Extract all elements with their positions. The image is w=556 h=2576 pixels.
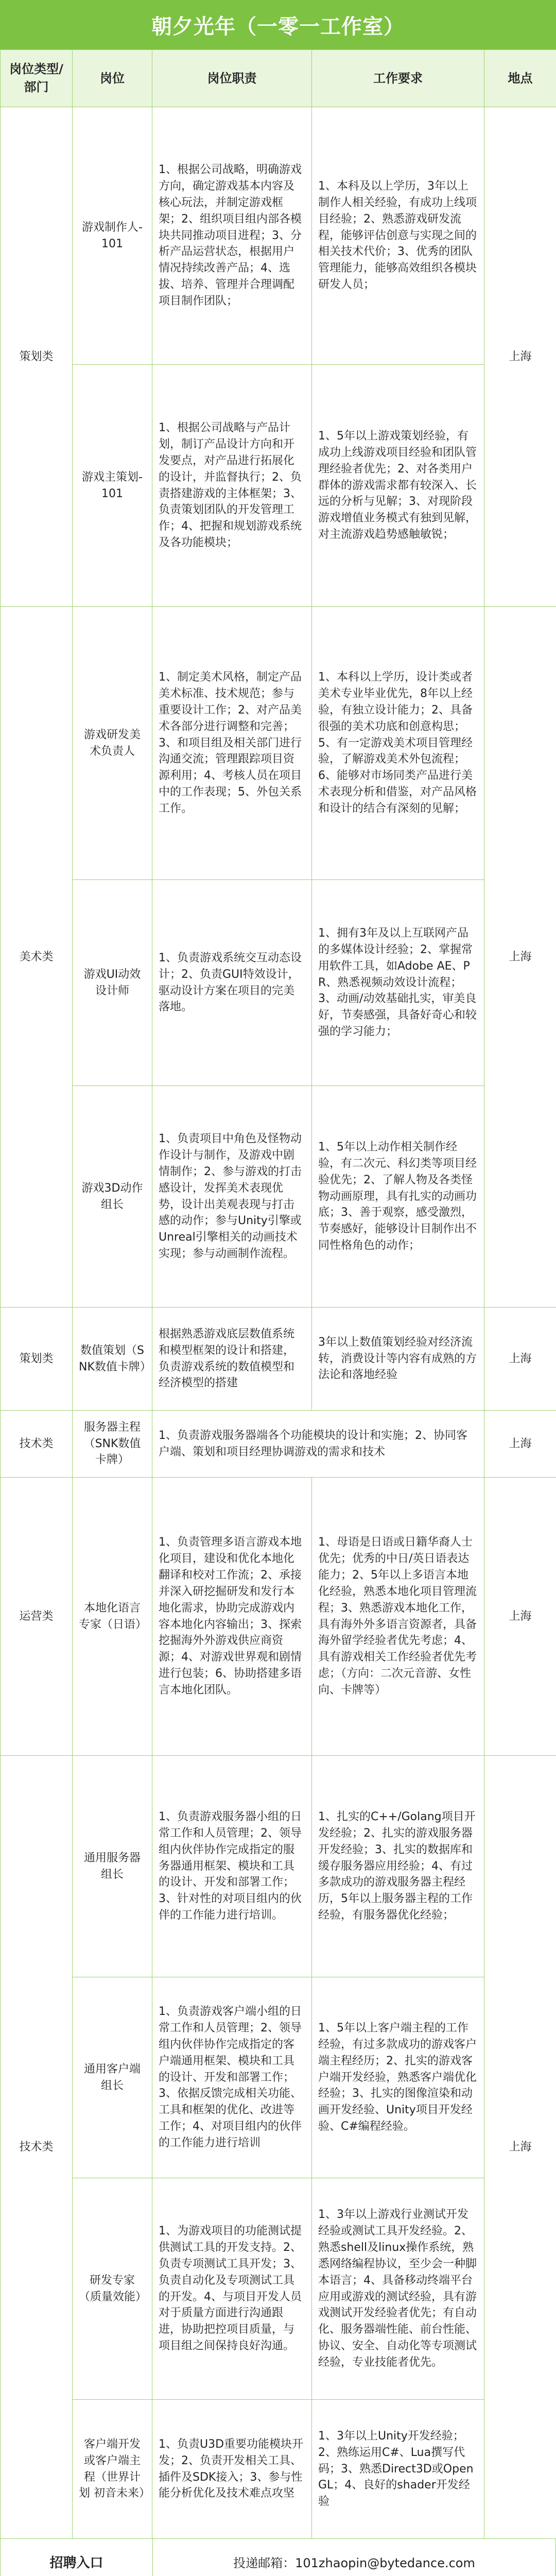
table-row [1,1977,556,2178]
requirements-cell: 1、母语是日语或日籍华裔人士优先；优秀的中日/英日语表达能力；2、5年以上多语言本地化经验，熟悉本地化项目管理流程；3、熟悉游戏本地化工作，具有海外外多语言资源者，具备海外留学经验者优先考虑；4、具有游戏相关工作经验者优先考虑；（方向：二次元音游、女性向、卡牌等） [312,1478,484,1756]
position-cell: 游戏UI动效设计师 [73,880,152,1086]
requirements-cell: 1、扎实的C++/Golang项目开发经验；2、扎实的游戏服务器开发经验；3、扎实的数据库和缓存服务器应用经验；4、有过多款成功的游戏服务器主程经历，5年以上服务器主程的工作经验，有服务器优化经验； [312,1756,484,1977]
position-cell: 研发专家（质量效能） [73,2178,152,2400]
position-cell: 服务器主程（SNK数值卡牌） [73,1411,152,1478]
duties-cell: 根据熟悉游戏底层数值系统和模型框架的设计和搭建，负责游戏系统的数值模型和经济模型的搭建 [152,1308,312,1411]
table-row [1,1478,556,1756]
requirements-cell: 1、5年以上游戏策划经验，有成功上线游戏项目经验和团队管理经验者优先；2、对各类用户群体的游戏需求都有较深入、长远的分析与见解；3、对现阶段游戏增值业务模式有独到见解，对主流游戏趋势感触敏锐； [312,365,484,607]
table-row [1,1308,556,1411]
table-row [1,2400,556,2539]
requirements-cell: 1、5年以上动作相关制作经验，有二次元、科幻类等项目经验优先；2、了解人物及各类怪物动画原理，具有扎实的动画功底；3、善于观察，感受激烈，节奏感好，能够设计目制作出不同性格角色的动作； [312,1086,484,1308]
position-cell: 通用服务器组长 [73,1756,152,1977]
requirements-cell: 1、本科以上学历，设计类或者美术专业毕业优先，8年以上经验，有独立设计能力；2、具备很强的美术功底和创意构思；5、有一定游戏美术项目管理经验，了解游戏美术外包流程；6、能够对市场同类产品进行美术表现分析和借鉴，对产品风格和设计的结合有深刻的见解； [312,607,484,880]
position-cell: 游戏主策划-101 [73,365,152,607]
recruitment-entry-label: 招聘入口 [1,2539,153,2576]
duties-cell: 1、根据公司战略与产品计划，制订产品设计方向和开发要点，对产品进行拓展化的设计，并监督执行；2、负责搭建游戏的主体框架；3、负责策划团队的开发管理工作；4、把握和规划游戏系统及各功能模块； [152,365,312,607]
category-cell: 技术类 [1,1756,73,2539]
category-cell: 策划类 [1,107,73,607]
table-row [1,1756,556,1977]
location-cell: 上海 [484,1308,556,1411]
requirements-cell: 1、3年以上游戏行业测试开发经验或测试工具开发经验。2、熟悉shell及linux操作系统，熟悉网络编程协议，至少会一种脚本语言；4、具备移动终端平台应用或游戏的测试经验，具有游戏测试开发经验者优先；有自动化、服务器端性能、前台性能、协议、安全、自动化等专项测试经验，专业技能者优先。 [312,2178,484,2400]
requirements-cell: 1、拥有3年及以上互联网产品的多媒体设计经验；2、掌握常用软件工具，如Adobe AE、PR、熟悉视频动效设计流程；3、动画/动效基础扎实，审美良好，节奏感强，具备好奇心和较强的学习能力； [312,880,484,1086]
requirements-cell: 1、本科及以上学历，3年以上制作人相关经验，有成功上线项目经验；2、熟悉游戏研发流程，能够评估创意与实现之间的相关技术代价；3、优秀的团队管理能力，能够高效组织各模块研发人员； [312,107,484,365]
duties-cell: 1、负责游戏客户端小组的日常工作和人员管理；2、领导组内伙伴协作完成指定的客户端通用框架、模块和工具的设计、开发和部署工作；3、依据反馈完成相关功能、工具和框架的优化、改进等工作；4、对项目组内的伙伴的工作能力进行培训 [152,1977,312,2178]
duties-cell: 1、负责游戏系统交互动态设计；2、负责GUI特效设计，驱动设计方案在项目的完美落地。 [152,880,312,1086]
location-cell: 上海 [484,107,556,607]
requirements-cell: 1、3年以上Unity开发经验；2、熟练运用C#、Lua撰写代码；3、熟悉Direct3D或OpenGL；4、良好的shader开发经验 [312,2400,484,2539]
category-cell: 策划类 [1,1308,73,1411]
position-cell: 通用客户端组长 [73,1977,152,2178]
location-cell: 上海 [484,1756,556,2539]
jobs-table [0,49,556,2539]
header-position: 岗位 [73,50,152,107]
recruitment-entry [0,2539,556,2576]
duties-cell: 1、负责管理多语言游戏本地化项目，建设和优化本地化翻译和校对工作流；2、承接并深入研挖掘研发和发行本地化需求，协助完成游戏内容本地化内容输出；3、探索挖掘海外外游戏供应商资源；4、对游戏世界观和剧情进行包装；6、协助搭建多语言本地化团队。 [152,1478,312,1756]
duties-cell: 1、负责游戏服务器端各个功能模块的设计和实施；2、协同客户端、策划和项目经理协调游戏的需求和技术 [152,1411,484,1478]
position-cell: 客户端开发或客户端主程（世界计划 初音未来） [73,2400,152,2539]
position-cell: 游戏研发美术负责人 [73,607,152,880]
position-cell: 本地化语言专家（日语） [73,1478,152,1756]
table-header-row [1,50,556,107]
position-cell: 数值策划（SNK数值卡牌） [73,1308,152,1411]
table-row [1,365,556,607]
header-location: 地点 [484,50,556,107]
requirements-cell: 3年以上数值策划经验对经济流转，消费设计等内容有成熟的方法论和落地经验 [312,1308,484,1411]
duties-cell: 1、负责项目中角色及怪物动作设计与制作，及游戏中剧情制作；2、参与游戏的打击感设计，发挥美术表现优势，设计出美观表现与打击感的动作；参与Unity引擎或Unreal引擎相关的动画技术实现；参与动画制作流程。 [152,1086,312,1308]
duties-cell: 1、为游戏项目的功能测试提供测试工具的开发支持。2、负责专项测试工具开发；3、负责自动化及专项测试工具的开发。4、与项目开发人员对于质量方面进行沟通跟进，协助把控项目质量，与项目组之间保持良好沟通。 [152,2178,312,2400]
table-row [1,1086,556,1308]
header-duties: 岗位职责 [152,50,312,107]
category-cell: 运营类 [1,1478,73,1756]
table-row [1,880,556,1086]
category-cell: 技术类 [1,1411,73,1478]
location-cell: 上海 [484,607,556,1308]
header-category: 岗位类型/部门 [1,50,73,107]
duties-cell: 1、负责U3D重要功能模块开发；2、负责开发相关工具、插件及SDK接入；3、参与性能分析优化及技术难点攻坚 [152,2400,312,2539]
position-cell: 游戏制作人-101 [73,107,152,365]
location-cell: 上海 [484,1411,556,1478]
table-row [1,1411,556,1478]
table-row [1,607,556,880]
position-cell: 游戏3D动作组长 [73,1086,152,1308]
application-email[interactable]: 投递邮箱：101zhaopin@bytedance.com [153,2539,555,2576]
duties-cell: 1、负责游戏服务器小组的日常工作和人员管理；2、领导组内伙伴协作完成指定的服务器通用框架、模块和工具的设计、开发和部署工作；3、针对性的对项目组内的伙伴的工作能力进行培训。 [152,1756,312,1977]
location-cell: 上海 [484,1478,556,1756]
table-row [1,107,556,365]
table-row [1,2178,556,2400]
duties-cell: 1、制定美术风格，制定产品美术标准、技术规范；参与重要设计工作；2、对产品美术各部分进行调整和完善；3、和项目组及相关部门进行沟通交流；管理跟踪项目资源利用；4、考核人员在项目中的工作表现；5、外包关系工作。 [152,607,312,880]
requirements-cell: 1、5年以上客户端主程的工作经验，有过多款成功的游戏客户端主程经历；2、扎实的游戏客户端开发经验，熟悉客户端优化经验；3、扎实的图像渲染和动画开发经验、Unity项目开发经验、C#编程经验。 [312,1977,484,2178]
category-cell: 美术类 [1,607,73,1308]
page-title: 朝夕光年（一零一工作室） [0,0,556,49]
duties-cell: 1、根据公司战略，明确游戏方向，确定游戏基本内容及核心玩法，并制定游戏框架；2、组织项目组内部各模块共同推动项目进程；3、分析产品运营状态，根据用户情况持续改善产品；4、选拔、培养、管理并合理调配项目制作团队； [152,107,312,365]
header-requirements: 工作要求 [312,50,484,107]
